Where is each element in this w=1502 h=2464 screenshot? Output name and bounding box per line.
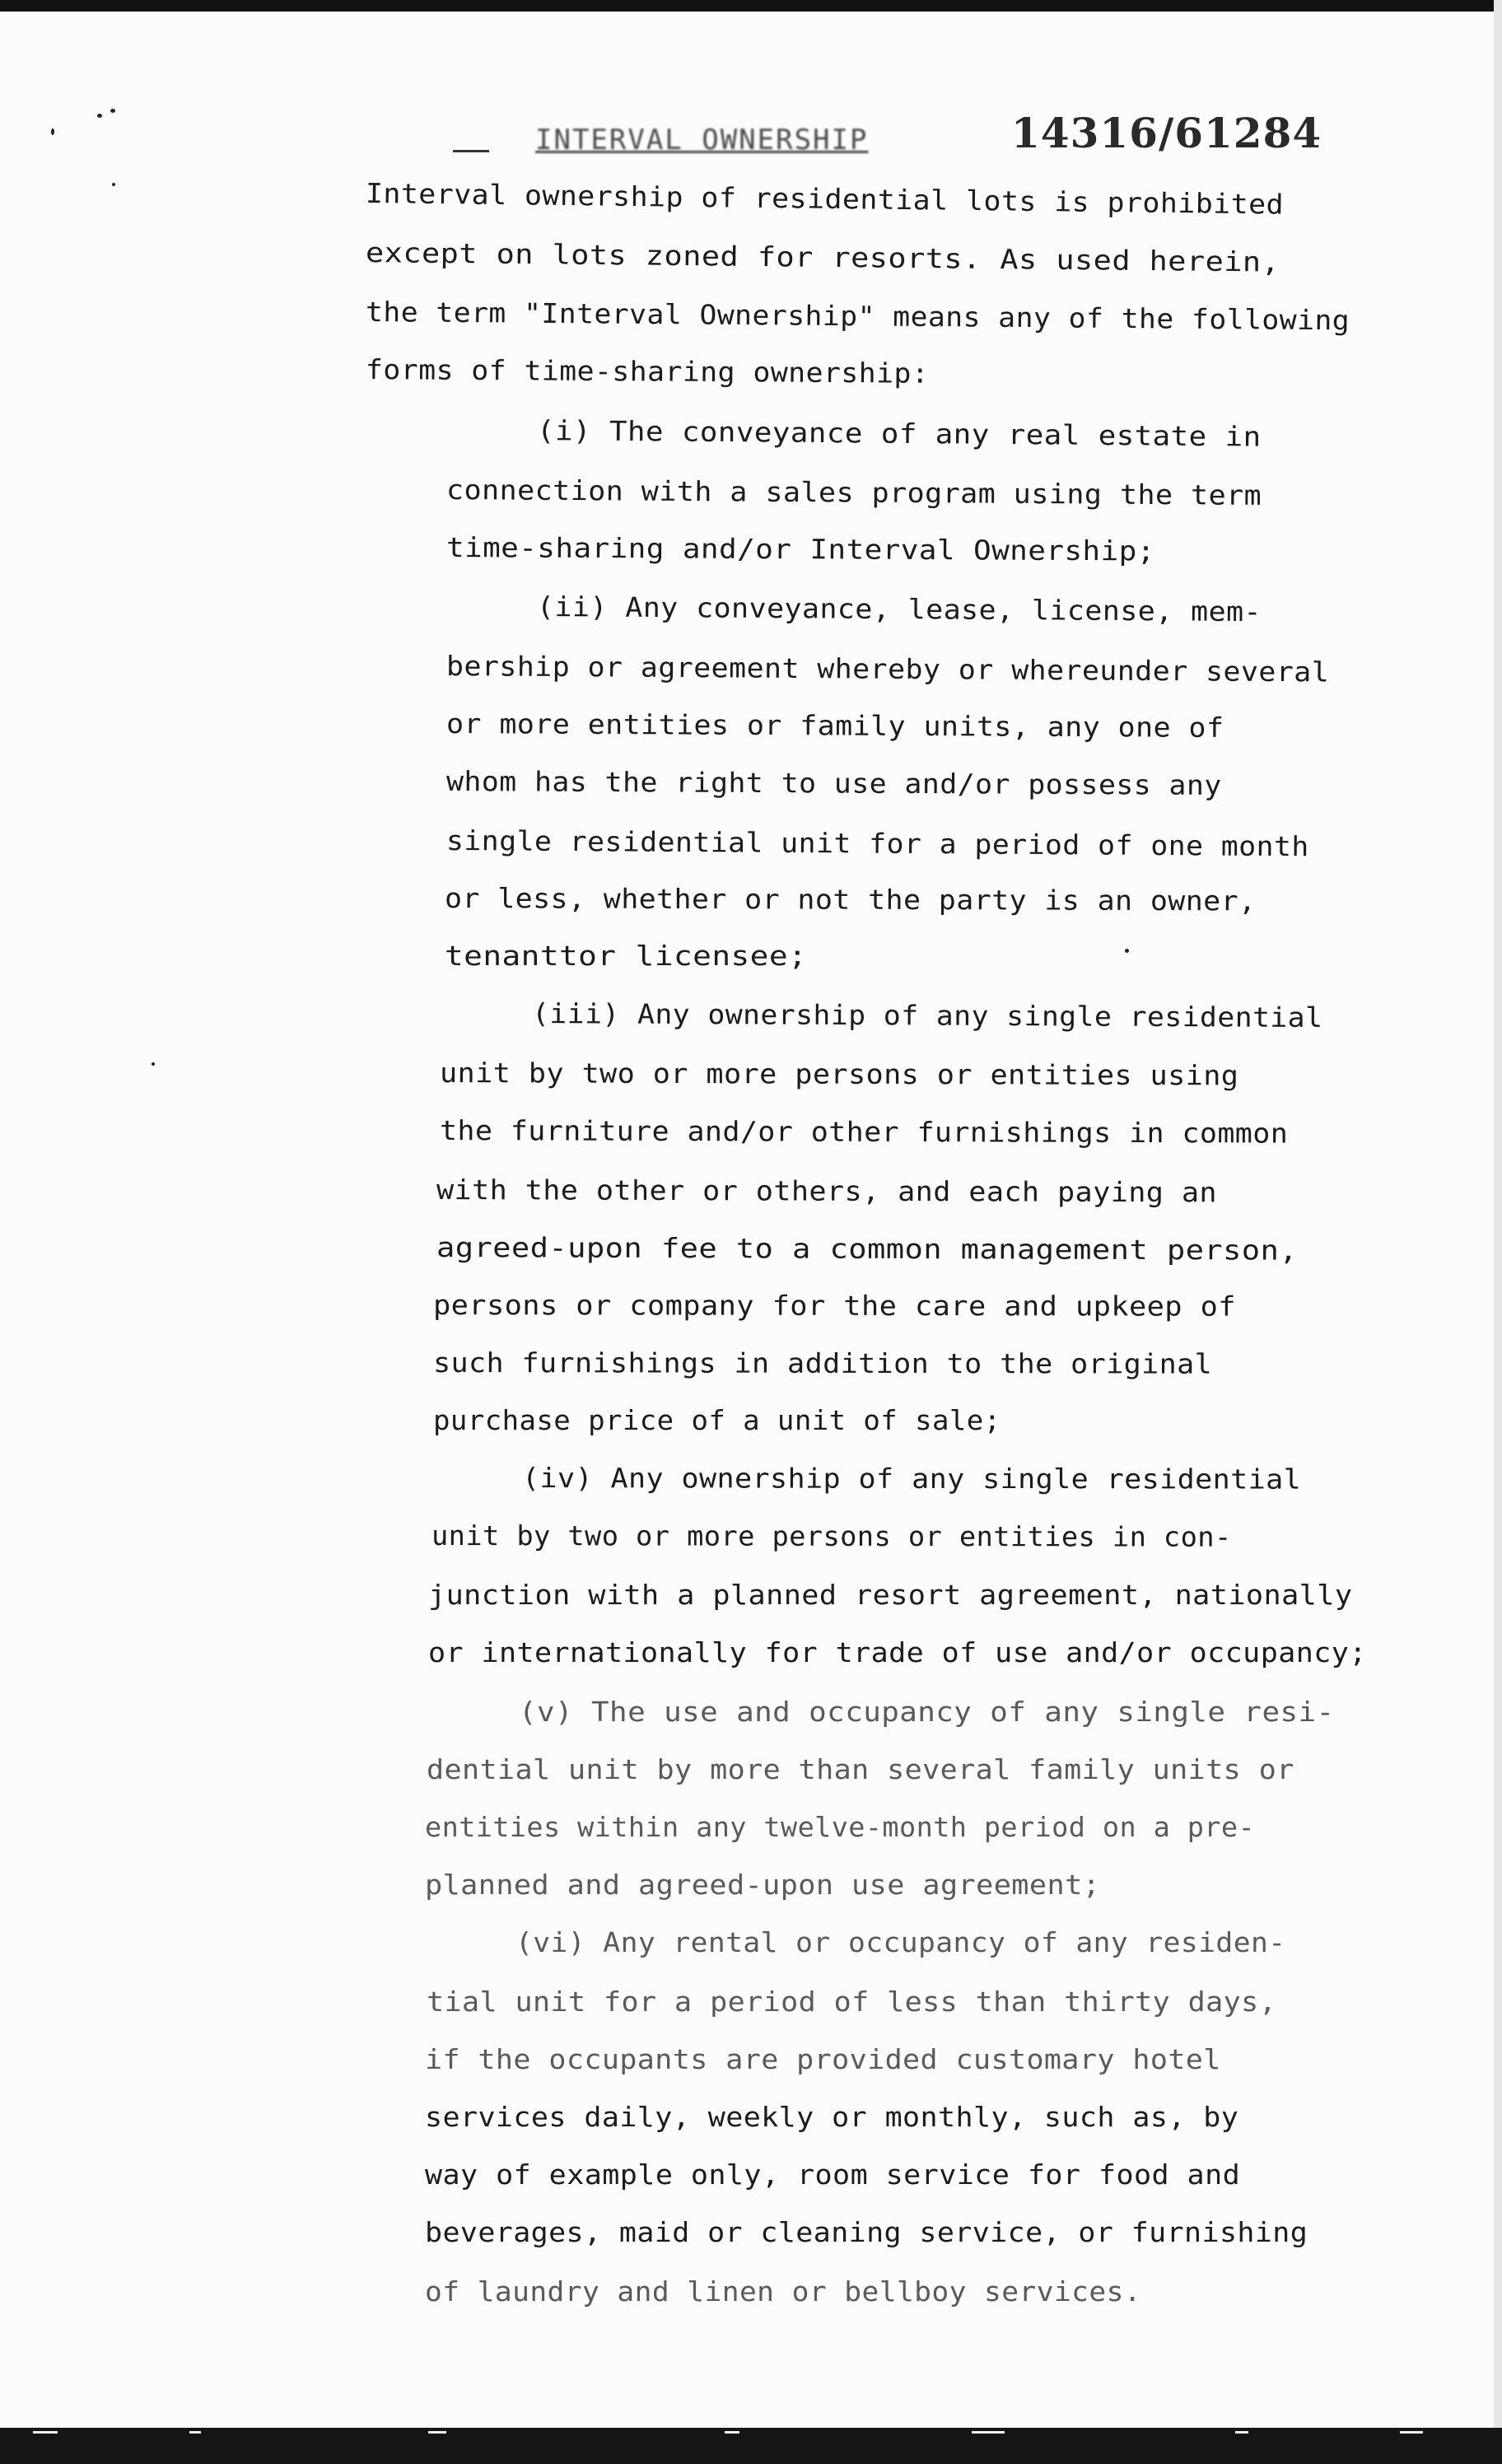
scan-bottom-edge bbox=[0, 2428, 1502, 2464]
text-line: such furnishings in addition to the original bbox=[432, 1346, 1213, 1380]
text-line: tenanttor licensee; bbox=[445, 940, 808, 972]
text-line: unit by two or more persons or entities in con- bbox=[431, 1519, 1232, 1553]
text-line: beverages, maid or cleaning service, or furnishing bbox=[425, 2216, 1308, 2248]
text-line: services daily, weekly or monthly, such as, by bbox=[425, 2101, 1239, 2133]
text-line: Interval ownership of residential lots is prohibited bbox=[365, 177, 1285, 221]
text-line: bership or agreement whereby or whereunder several bbox=[445, 650, 1330, 688]
text-line: unit by two or more persons or entities using bbox=[439, 1057, 1239, 1092]
text-line: way of example only, room service for food and bbox=[425, 2158, 1241, 2191]
text-line: or less, whether or not the party is an owner, bbox=[444, 882, 1257, 917]
text-line: forms of time-sharing ownership: bbox=[365, 353, 930, 390]
scan-right-edge bbox=[1494, 0, 1502, 2464]
scan-speck bbox=[51, 128, 54, 135]
text-line: tial unit for a period of less than thirty days, bbox=[427, 1986, 1277, 2018]
text-line: (iii) Any ownership of any single residential bbox=[531, 997, 1323, 1034]
text-line: (v) The use and occupancy of any single resi- bbox=[519, 1696, 1335, 1728]
text-line: the furniture and/or other furnishings in common bbox=[439, 1114, 1289, 1150]
scan-speck bbox=[97, 114, 102, 118]
text-line: connection with a sales program using the term bbox=[445, 474, 1262, 511]
scan-speck bbox=[110, 109, 115, 113]
text-line: dential unit by more than several family units or bbox=[427, 1753, 1294, 1785]
header-dash bbox=[453, 150, 489, 152]
text-line: single residential unit for a period of one month bbox=[445, 824, 1309, 863]
text-line: (ii) Any conveyance, lease, license, mem- bbox=[536, 590, 1262, 628]
text-line: junction with a planned resort agreement, nationally bbox=[428, 1579, 1353, 1611]
text-line: (i) The conveyance of any real estate in bbox=[536, 414, 1262, 453]
text-line: purchase price of a unit of sale; bbox=[433, 1404, 1001, 1436]
text-line: except on lots zoned for resorts. As used herein, bbox=[365, 236, 1280, 278]
text-line: planned and agreed-upon use agreement; bbox=[425, 1869, 1101, 1901]
scan-speck bbox=[152, 1062, 155, 1066]
text-line: agreed-upon fee to a common management person, bbox=[436, 1231, 1299, 1267]
text-line: of laundry and linen or bellboy services. bbox=[425, 2275, 1142, 2308]
text-line: with the other or others, and each paying an bbox=[436, 1174, 1218, 1209]
text-line: or internationally for trade of use and/or occupancy; bbox=[428, 1636, 1367, 1668]
text-line: (vi) Any rental or occupancy of any residen- bbox=[515, 1926, 1286, 1958]
scan-top-edge bbox=[0, 0, 1502, 12]
text-line: (iv) Any ownership of any single residential bbox=[521, 1462, 1302, 1496]
text-line: entities within any twelve-month period on a pre- bbox=[425, 1811, 1256, 1843]
header bbox=[453, 122, 889, 158]
text-line: if the occupants are provided customary hotel bbox=[425, 2043, 1221, 2075]
text-line: whom has the right to use and/or possess any bbox=[445, 765, 1222, 801]
text-line: time-sharing and/or Interval Ownership; bbox=[445, 531, 1155, 567]
section-heading: INTERVAL OWNERSHIP bbox=[535, 124, 869, 156]
text-line: the term "Interval Ownership" means any of the following bbox=[365, 296, 1350, 337]
scan-speck bbox=[112, 183, 115, 186]
text-line: or more entities or family units, any one of bbox=[445, 707, 1224, 744]
scan-speck bbox=[1125, 949, 1129, 953]
document-number: 14316/61284 bbox=[1011, 109, 1322, 157]
text-line: persons or company for the care and upkeep of bbox=[432, 1289, 1237, 1323]
